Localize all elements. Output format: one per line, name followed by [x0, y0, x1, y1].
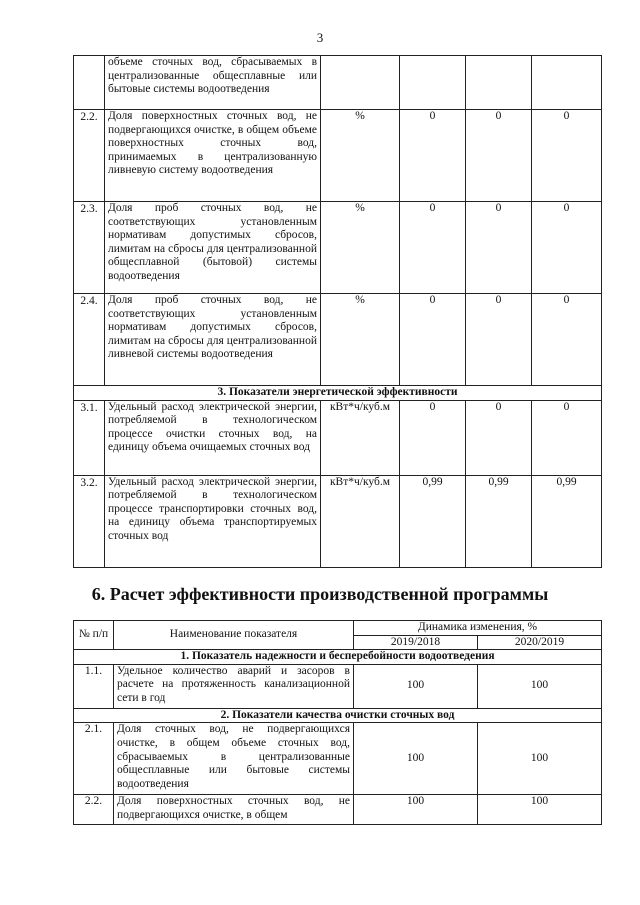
value-3: 0	[532, 202, 602, 294]
value-3: 0,99	[532, 475, 602, 567]
value-1: 0	[400, 110, 466, 202]
section-title: 3. Показатели энергетической эффективности	[74, 386, 602, 401]
table-row	[74, 294, 602, 386]
unit: кВт*ч/куб.м	[321, 400, 400, 475]
row-number: 2.4.	[74, 294, 105, 386]
indicator-name: Доля проб сточных вод, не соответствующих установленным нормативам допустимых сбросов, лимитам на сбросы для централизованной ливневой системы водоотведения	[105, 294, 321, 386]
section-heading: 6. Расчет эффективности производственной программы	[91, 584, 549, 604]
value-3: 0	[532, 400, 602, 475]
value-2: 100	[478, 664, 602, 708]
header-row	[74, 621, 602, 636]
indicator-name: Удельный расход электрической энергии, потребляемой в технологическом процессе очистки сточных вод, на единицу объема очищаемых сточных вод	[105, 400, 321, 475]
column-header-period-2: 2020/2019	[478, 635, 602, 650]
unit: %	[321, 110, 400, 202]
table-row	[74, 723, 602, 795]
table-row	[74, 795, 602, 825]
value-2: 0	[466, 202, 532, 294]
column-header-number: № п/п	[74, 621, 114, 650]
section-row	[74, 708, 602, 723]
value-1: 0	[400, 294, 466, 386]
table-row	[74, 110, 602, 202]
value-1: 100	[354, 795, 478, 825]
value-1: 0	[400, 400, 466, 475]
row-number: 1.1.	[74, 664, 114, 708]
value-3: 0	[532, 294, 602, 386]
unit	[321, 56, 400, 110]
row-number: 3.2.	[74, 475, 105, 567]
value-2: 0	[466, 110, 532, 202]
row-number: 2.1.	[74, 723, 114, 795]
value-2	[466, 56, 532, 110]
unit: %	[321, 202, 400, 294]
unit: %	[321, 294, 400, 386]
value-2: 0	[466, 294, 532, 386]
indicator-name: Доля поверхностных сточных вод, не подвергающихся очистке, в общем	[114, 795, 354, 825]
table-row	[74, 400, 602, 475]
value-2: 0	[466, 400, 532, 475]
section-row	[74, 650, 602, 665]
row-number: 2.2.	[74, 110, 105, 202]
section-title: 2. Показатели качества очистки сточных вод	[74, 708, 602, 723]
row-number	[74, 56, 105, 110]
table-row	[74, 664, 602, 708]
value-2: 0,99	[466, 475, 532, 567]
value-1: 100	[354, 723, 478, 795]
efficiency-table	[73, 620, 602, 825]
column-header-name: Наименование показателя	[114, 621, 354, 650]
row-number: 2.3.	[74, 202, 105, 294]
indicator-name: Удельное количество аварий и засоров в расчете на протяженность канализационной сети в год	[114, 664, 354, 708]
value-1: 0,99	[400, 475, 466, 567]
table-row	[74, 475, 602, 567]
indicator-name: Доля поверхностных сточных вод, не подвергающихся очистке, в общем объеме поверхностных сточных вод, принимаемых в централизованную ливневую систему водоотведения	[105, 110, 321, 202]
value-1: 0	[400, 202, 466, 294]
indicator-name: Удельный расход электрической энергии, потребляемой в технологическом процессе транспортировки сточных вод, на единицу объема транспортируемых сточных вод	[105, 475, 321, 567]
value-3	[532, 56, 602, 110]
indicator-name: объеме сточных вод, сбрасываемых в централизованные общесплавные или бытовые системы водоотведения	[105, 56, 321, 110]
table-row	[74, 56, 602, 110]
indicators-table-continued	[73, 55, 602, 568]
row-number: 3.1.	[74, 400, 105, 475]
section-row	[74, 386, 602, 401]
row-number: 2.2.	[74, 795, 114, 825]
value-2: 100	[478, 795, 602, 825]
indicator-name: Доля проб сточных вод, не соответствующих установленным нормативам допустимых сбросов, лимитам на сбросы для централизованной общесплавной (бытовой) системы водоотведения	[105, 202, 321, 294]
value-3: 0	[532, 110, 602, 202]
value-2: 100	[478, 723, 602, 795]
value-1: 100	[354, 664, 478, 708]
table-row	[74, 202, 602, 294]
column-header-period-1: 2019/2018	[354, 635, 478, 650]
indicator-name: Доля сточных вод, не подвергающихся очистке, в общем объеме сточных вод, сбрасываемых в централизованные общесплавные или бытовые системы водоотведения	[114, 723, 354, 795]
page-number: 3	[316, 30, 324, 45]
value-1	[400, 56, 466, 110]
section-title: 1. Показатель надежности и бесперебойности водоотведения	[74, 650, 602, 665]
unit: кВт*ч/куб.м	[321, 475, 400, 567]
column-header-dynamics: Динамика изменения, %	[354, 621, 602, 636]
